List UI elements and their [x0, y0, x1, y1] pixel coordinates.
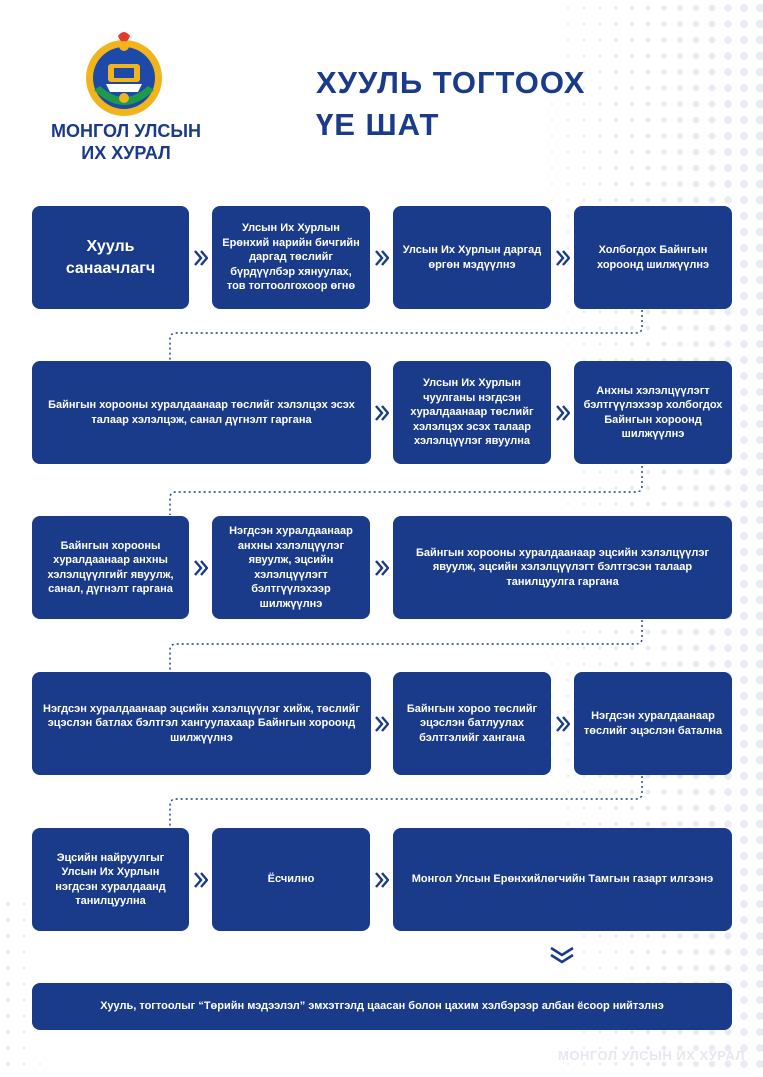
step-plenary-first-reading [212, 516, 370, 619]
step-text: Нэгдсэн хуралдаанаар төслийг эцэслэн батална [583, 710, 723, 737]
step-final-wording [32, 828, 189, 931]
connector-row4-row5 [170, 776, 642, 827]
step-text: Байнгын хорооны хуралдаанаар төслийг хэлэлцэх эсэх талаар хэлэлцэж, санал дүгнэлт гаргана [48, 399, 355, 426]
step-committee-final-reading [393, 516, 732, 619]
org-name [28, 120, 224, 164]
double-chevron-right-icon [194, 249, 208, 267]
step-send-president-office [393, 828, 732, 931]
double-chevron-right-icon [556, 404, 570, 422]
double-chevron-right-icon [375, 871, 389, 889]
step-text: Анхны хэлэлцүүлэгт бэлтгүүлэхээр холбогдох Байнгын хороонд шилжүүлнэ [583, 384, 723, 440]
double-chevron-right-icon [375, 249, 389, 267]
org-name-line2: ИХ ХУРАЛ [81, 143, 171, 163]
step-committee-discussion [32, 361, 371, 464]
double-chevron-right-icon [556, 249, 570, 267]
step-secretary-review [212, 206, 370, 309]
step-submit-speaker [393, 206, 551, 309]
double-chevron-right-icon [194, 871, 208, 889]
step-first-reading-transfer [574, 361, 732, 464]
connector-row3-row4 [170, 620, 642, 671]
step-text: Нэгдсэн хуралдаанаар эцсийн хэлэлцүүлэг хийж, төслийг эцэслэн батлах бэлтгэл хангуулахаар Байнгын хороонд шилжүүлнэ [43, 702, 360, 744]
connector-row1-row2 [170, 310, 642, 360]
page-title-line1: ХУУЛЬ ТОГТООХ [316, 65, 586, 100]
double-chevron-right-icon [556, 715, 570, 733]
step-text: Улсын Их Хурлын чуулганы нэгдсэн хуралдаанаар төслийг хэлэлцэх эсэх талаар хэлэлцүүлэг явуулна [410, 377, 534, 448]
step-text: Хууль, тогтоолыг “Төрийн мэдээлэл” эмхэтгэлд цаасан болон цахим хэлбэрээр албан ёсоор нийтэлнэ [100, 1000, 664, 1013]
step-law-initiator [32, 206, 189, 309]
org-name-line1: МОНГОЛ УЛСЫН [51, 121, 201, 141]
step-plenary-approval [574, 672, 732, 775]
step-text: Холбогдох Байнгын хороонд шилжүүлнэ [596, 244, 710, 271]
double-chevron-right-icon [375, 404, 389, 422]
page-title [316, 62, 585, 146]
step-publish [32, 983, 732, 1030]
step-committee-first-reading [32, 516, 189, 619]
connector-row2-row3 [170, 466, 642, 515]
double-chevron-right-icon [194, 559, 208, 577]
step-text: Эцсийн найруулгыг Улсын Их Хурлын нэгдсэн хуралдаанд танилцуулна [55, 851, 166, 907]
step-plenary-final-reading [32, 672, 371, 775]
step-text: Хууль санаачлагч [65, 237, 156, 277]
step-plenary-discussion [393, 361, 551, 464]
double-chevron-right-icon [375, 715, 389, 733]
state-emblem-icon [78, 28, 170, 120]
step-text: Ёсчилно [267, 873, 315, 886]
step-text: Байнгын хороо төслийг эцэслэн батлуулах бэлтгэлийг хангана [406, 702, 538, 744]
step-formalize [212, 828, 370, 931]
step-text: Байнгын хорооны хуралдаанаар анхны хэлэлцүүлгийг явуулж, санал, дүгнэлт гаргана [47, 539, 174, 595]
step-text: Улсын Их Хурлын Ерөнхий нарийн бичгийн даргад төслийг бүрдүүлбэр хянуулах, тов тогтоолгохоор өгнө [222, 222, 360, 293]
footer-watermark: МОНГОЛ УЛСЫН ИХ ХУРАЛ [558, 1048, 745, 1063]
step-text: Монгол Улсын Ерөнхийлөгчийн Тамгын газарт илгээнэ [411, 873, 714, 886]
double-chevron-right-icon [375, 559, 389, 577]
step-text: Нэгдсэн хуралдаанаар анхны хэлэлцүүлэг явуулж, эцсийн хэлэлцүүлэгт бэлтгүүлэхээр шилжүүлнэ [229, 525, 353, 610]
page-title-line2: ҮЕ ШАТ [316, 107, 440, 142]
step-committee-prepare-approval [393, 672, 551, 775]
step-transfer-committee [574, 206, 732, 309]
double-chevron-down-icon [549, 946, 575, 964]
step-text: Улсын Их Хурлын даргад өргөн мэдүүлнэ [402, 244, 542, 271]
step-text: Байнгын хорооны хуралдаанаар эцсийн хэлэлцүүлэг явуулж, эцсийн хэлэлцүүлэгт бэлтгэсэн талаар танилцуулга гаргана [415, 546, 710, 588]
